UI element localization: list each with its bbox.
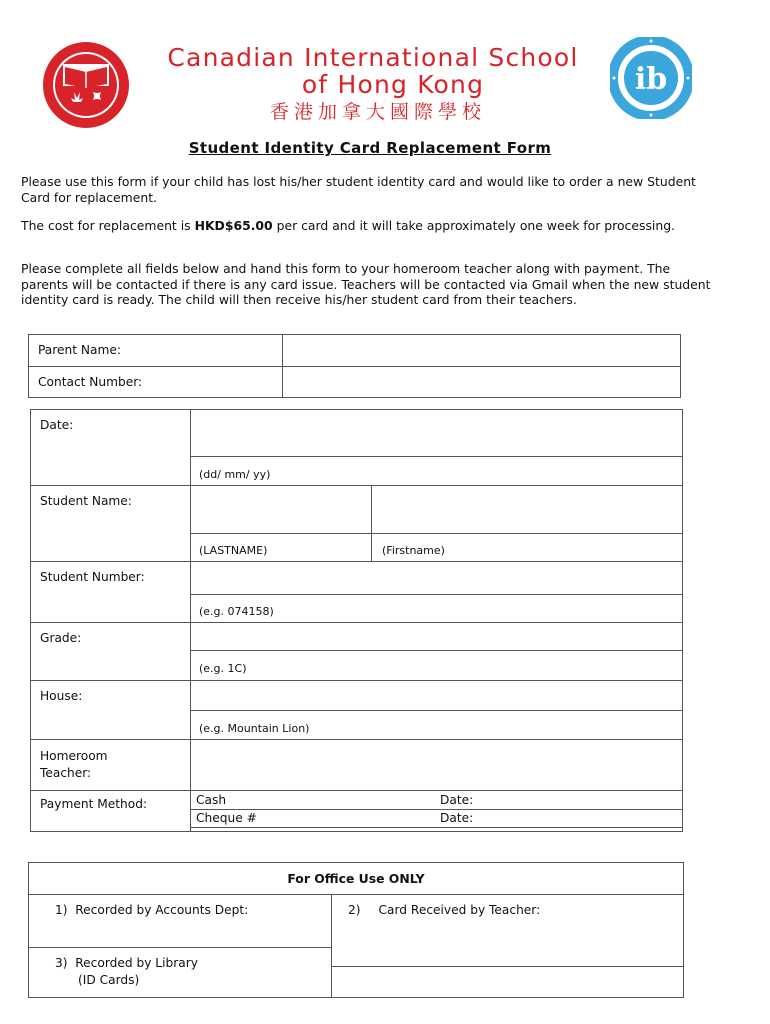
contact-number-field[interactable]	[283, 367, 681, 398]
date-label-text: Date:	[40, 418, 74, 432]
office-use-heading-text: For Office Use ONLY	[287, 871, 425, 886]
student-name-label	[31, 486, 191, 562]
card-received-cell	[332, 895, 684, 998]
homeroom-label-line2: Teacher:	[40, 766, 92, 780]
cost-paragraph	[21, 218, 721, 234]
date-hint-text: (dd/ mm/ yy)	[199, 467, 271, 481]
student-number-hint-text: (e.g. 074158)	[199, 605, 274, 618]
grade-field[interactable]	[191, 623, 683, 651]
student-info-table	[30, 409, 683, 832]
student-number-field[interactable]	[191, 562, 683, 595]
contact-number-label-text: Contact Number:	[38, 375, 143, 389]
recorded-by-accounts	[29, 895, 332, 948]
item2-label: Card Received by Teacher:	[378, 903, 541, 917]
parent-info-table	[28, 334, 681, 398]
student-number-hint	[191, 595, 683, 623]
grade-hint-text: (e.g. 1C)	[199, 662, 247, 675]
house-label	[31, 681, 191, 740]
ib-world-school-logo	[610, 37, 692, 119]
house-label-text: House:	[40, 689, 83, 703]
parent-name-label-text: Parent Name:	[38, 343, 121, 357]
contact-number-label	[29, 367, 283, 398]
payment-method-field	[191, 791, 683, 832]
school-name-line2: of Hong Kong	[301, 70, 485, 99]
grade-label	[31, 623, 191, 681]
form-title: Student Identity Card Replacement Form	[188, 139, 552, 157]
date-hint	[191, 457, 683, 486]
cheque-date-label: Date:	[440, 811, 474, 825]
student-name-label-text: Student Name:	[40, 494, 132, 508]
office-use-table	[28, 862, 684, 998]
school-name-chinese: 香港加拿大國際學校	[269, 101, 486, 123]
lastname-field[interactable]	[191, 486, 372, 534]
house-hint-text: (e.g. Mountain Lion)	[199, 721, 310, 735]
item1-number: 1)	[55, 903, 68, 917]
homeroom-teacher-label	[31, 740, 191, 791]
firstname-hint	[372, 534, 683, 562]
card-received-by-teacher	[348, 903, 540, 917]
cash-option[interactable]: Cash	[196, 793, 227, 807]
item2-number: 2)	[348, 903, 361, 917]
date-label	[31, 410, 191, 486]
intro-paragraph: Please use this form if your child has lost his/her student identity card and would like to order a new Student Card for replacement.	[21, 174, 696, 205]
cost-amount: HKD$65.00	[194, 218, 273, 233]
item3-number: 3)	[55, 955, 68, 970]
homeroom-label-line1: Homeroom	[40, 749, 108, 763]
recorded-by-library	[29, 947, 332, 998]
house-field[interactable]	[191, 681, 683, 711]
grade-label-text: Grade:	[40, 631, 82, 645]
lastname-hint	[191, 534, 372, 562]
school-name	[148, 44, 598, 124]
house-hint	[191, 711, 683, 740]
payment-method-label	[31, 791, 191, 832]
item3-label-line2: (ID Cards)	[78, 972, 140, 987]
cash-date-label: Date:	[440, 793, 474, 807]
payment-method-label-text: Payment Method:	[40, 797, 148, 811]
cheque-option[interactable]: Cheque #	[196, 811, 257, 825]
cost-text-after: per card and it will take approximately one week for processing.	[272, 218, 675, 233]
student-number-label	[31, 562, 191, 623]
item3-label-line1: Recorded by Library	[75, 955, 198, 970]
date-field[interactable]	[191, 410, 683, 457]
grade-hint	[191, 651, 683, 681]
instructions-paragraph: Please complete all fields below and hand this form to your homeroom teacher along with payment. The parents will be contacted if there is any card issue. Teachers will be contacted via Gmail when the new student identity card is ready. The child will then receive his/her student card from their teachers.	[21, 261, 711, 307]
svg-text:ib: ib	[634, 62, 668, 97]
item1-label: Recorded by Accounts Dept:	[75, 903, 249, 917]
homeroom-teacher-field[interactable]	[191, 740, 683, 791]
firstname-field[interactable]	[372, 486, 683, 534]
lastname-hint-text: (LASTNAME)	[199, 544, 268, 557]
firstname-hint-text: (Firstname)	[382, 544, 445, 557]
student-number-label-text: Student Number:	[40, 570, 145, 584]
school-name-line1: Canadian International School	[167, 43, 579, 72]
office-use-heading	[29, 863, 684, 895]
parent-name-label	[29, 335, 283, 367]
school-crest-logo	[41, 40, 131, 130]
parent-name-field[interactable]	[283, 335, 681, 367]
cost-text-before: The cost for replacement is	[21, 218, 195, 233]
